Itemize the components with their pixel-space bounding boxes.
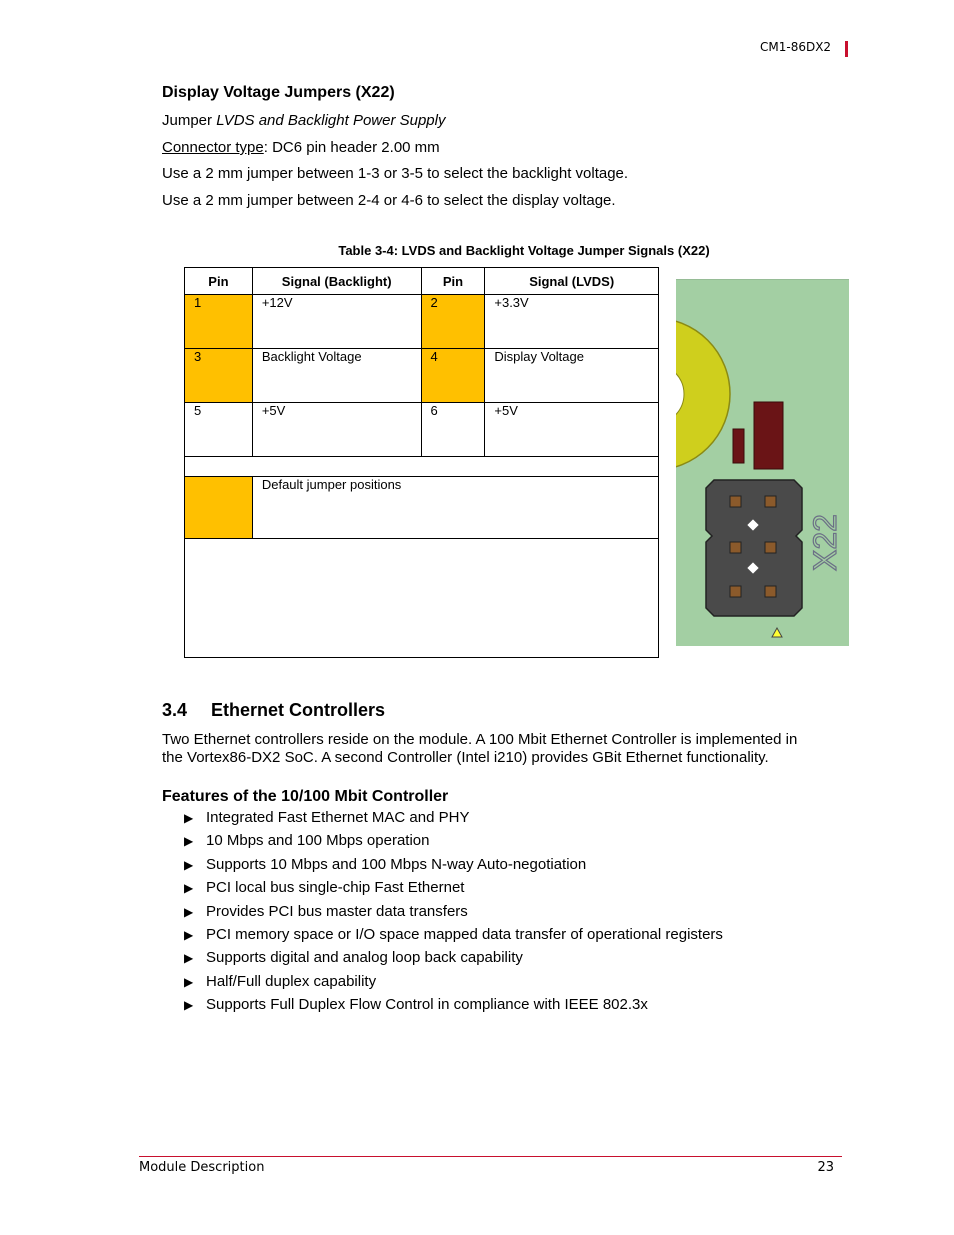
table-row	[185, 295, 659, 349]
bullet-triangle-icon: ▶	[184, 811, 194, 825]
header-pin: Pin	[421, 268, 485, 295]
document-id: CM1-86DX2	[760, 40, 832, 54]
table-spacer-row	[185, 457, 659, 477]
jumper-prefix: Jumper	[162, 112, 217, 129]
pin-cell: 5	[185, 403, 253, 457]
pin-cell: 1	[185, 295, 253, 349]
table-row	[185, 349, 659, 403]
pin-cell: 2	[421, 295, 485, 349]
header-accent-bar	[845, 41, 848, 57]
table-row	[185, 403, 659, 457]
header-pin-3	[730, 542, 741, 553]
header-signal-lvds: Signal (LVDS)	[485, 268, 659, 295]
jumper-signal-table	[184, 267, 659, 658]
header-signal-backlight: Signal (Backlight)	[252, 268, 421, 295]
header-pin-1	[730, 496, 741, 507]
header-pin-6	[765, 586, 776, 597]
pin-cell: 6	[421, 403, 485, 457]
list-item: ▶ 10 Mbps and 100 Mbps operation	[184, 829, 844, 852]
section-number: 3.4	[162, 700, 188, 720]
ethernet-intro-line-1: Two Ethernet controllers reside on the module. A 100 Mbit Ethernet Controller is implemented in	[162, 731, 798, 748]
instruction-display: Use a 2 mm jumper between 2-4 or 4-6 to select the display voltage.	[162, 192, 616, 209]
list-item: ▶ Supports 10 Mbps and 100 Mbps N-way Auto-negotiation	[184, 853, 844, 876]
bullet-triangle-icon: ▶	[184, 974, 194, 989]
list-item: ▶ Integrated Fast Ethernet MAC and PHY	[184, 806, 844, 829]
feature-list	[184, 806, 844, 1017]
bullet-triangle-icon: ▶	[184, 857, 194, 872]
list-item: ▶ Supports digital and analog loop back capability	[184, 946, 844, 969]
list-item: ▶ PCI local bus single-chip Fast Ethernet	[184, 876, 844, 899]
pin-header-x22	[706, 480, 802, 616]
table-header-row	[185, 268, 659, 295]
list-item: ▶ PCI memory space or I/O space mapped data transfer of operational registers	[184, 923, 844, 946]
bullet-triangle-icon: ▶	[184, 927, 194, 942]
legend-row	[185, 477, 659, 539]
list-item: ▶ Half/Full duplex capability	[184, 970, 844, 993]
header-pin-5	[730, 586, 741, 597]
list-item: ▶ Supports Full Duplex Flow Control in compliance with IEEE 802.3x	[184, 993, 844, 1016]
header-pin-2	[765, 496, 776, 507]
footer-divider	[139, 1156, 842, 1157]
header-pin: Pin	[185, 268, 253, 295]
bullet-triangle-icon: ▶	[184, 904, 194, 919]
section-title: Ethernet Controllers	[211, 700, 386, 720]
signal-cell: +12V	[252, 295, 421, 349]
connector-label: X22	[807, 514, 843, 571]
jumpers-heading: Display Voltage Jumpers (X22)	[162, 84, 395, 101]
table-empty-row	[185, 539, 659, 658]
signal-cell: Display Voltage	[485, 349, 659, 403]
pin-cell: 4	[421, 349, 485, 403]
features-heading: Features of the 10/100 Mbit Controller	[162, 788, 449, 805]
list-item: ▶ Provides PCI bus master data transfers	[184, 900, 844, 923]
jumper-description	[162, 111, 446, 130]
signal-cell: +3.3V	[485, 295, 659, 349]
signal-cell: +5V	[252, 403, 421, 457]
ethernet-intro-line-2: the Vortex86-DX2 SoC. A second Controller (Intel i210) provides GBit Ethernet functionality.	[162, 749, 769, 766]
small-component	[733, 429, 744, 463]
x22-connector-diagram	[676, 279, 849, 646]
signal-cell: Backlight Voltage	[252, 349, 421, 403]
footer-section: Module Description	[139, 1160, 265, 1175]
table-caption: Table 3-4: LVDS and Backlight Voltage Jumper Signals (X22)	[338, 243, 710, 258]
section-heading	[162, 700, 385, 721]
legend-label: Default jumper positions	[252, 477, 658, 539]
instruction-backlight: Use a 2 mm jumper between 1-3 or 3-5 to select the backlight voltage.	[162, 165, 629, 182]
legend-swatch	[185, 477, 253, 539]
connector-type-value: : DC6 pin header 2.00 mm	[263, 139, 440, 156]
bullet-triangle-icon: ▶	[184, 998, 194, 1013]
page-number: 23	[817, 1160, 834, 1175]
bullet-triangle-icon: ▶	[184, 881, 194, 896]
header-pin-4	[765, 542, 776, 553]
connector-type-line	[162, 138, 440, 157]
signal-cell: +5V	[485, 403, 659, 457]
jumper-name: LVDS and Backlight Power Supply	[216, 112, 446, 129]
bullet-triangle-icon: ▶	[184, 951, 194, 966]
connector-type-label: Connector type	[162, 139, 264, 156]
pin-cell: 3	[185, 349, 253, 403]
resistor-component	[754, 402, 783, 469]
bullet-triangle-icon: ▶	[184, 834, 194, 849]
